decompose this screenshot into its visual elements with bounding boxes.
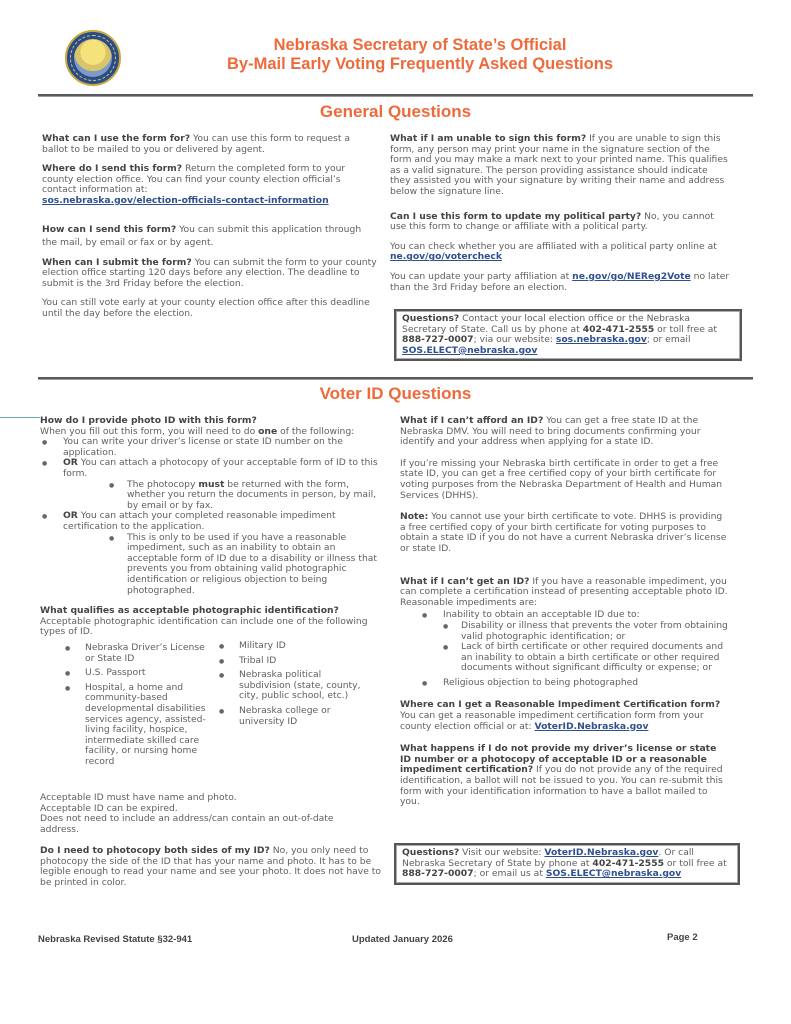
photocopy-must-return: ● The photocopy must be returned with the form, whether you return the documents in person, by mail, by email or by fax. — [109, 480, 385, 512]
nereg2vote-link[interactable]: ne.gov/go/NEReg2Vote — [572, 270, 691, 282]
faq-unable-sign: What if I am unable to sign this form? If you are unable to sign this form, any person may print your name in the signature section of the form and you may make a mark next to your printed name. This qualifies as a valid signature. The person providing assistance should indicate they assisted you with your signature by writing their name and address below the signature line. — [390, 133, 728, 197]
photo-id-options — [40, 437, 385, 596]
faq-where-send: Where do I send this form? Return the completed form to your county election office. You can find your county election official’s contact information at: sos.nebraska.gov/election-officials-contact-information — [42, 163, 346, 206]
voterid-right-column — [400, 416, 730, 817]
note-address: Does not need to include an address/can contain an out-of-date address. — [40, 813, 334, 835]
sos-email-link[interactable]: SOS.ELECT@nebraska.gov — [402, 344, 538, 356]
note-name-photo: Acceptable ID must have name and photo. — [40, 792, 237, 803]
general-right-column — [390, 134, 730, 302]
faq-where-form: Where can I get a Reasonable Impediment Certification form? You can get a reasonable impediment certification form from your county election official or at: VoterID.Nebraska.gov — [400, 699, 721, 732]
votercheck-link[interactable]: ne.gov/go/votercheck — [390, 251, 502, 263]
faq-how-send: How can I send this form? You can submit this application through the mail, by email or fax or by agent. — [42, 223, 362, 248]
faq-form-use: What can I use the form for? You can use this form to request a ballot to be mailed to you or delivered by agent. — [42, 133, 350, 155]
impediment-item: ● Religious objection to being photographed — [420, 678, 730, 689]
voterid-left-column — [40, 416, 385, 638]
seal-emblem — [74, 39, 112, 77]
option-write-license: ● You can write your driver’s license or state ID number on the application. — [40, 437, 385, 458]
acceptable-id-notes — [40, 793, 375, 835]
sos-website-link[interactable]: sos.nebraska.gov — [555, 334, 647, 346]
scan-mark — [0, 417, 40, 418]
footer-updated: Updated January 2026 — [352, 934, 453, 945]
option-attach-photocopy: ● OR You can attach a photocopy of your acceptable form of ID to this form. ● The photocopy must be returned with the form, whether you return the documents in person, by mail, by email or by fax. — [40, 458, 385, 511]
divider-top — [38, 94, 753, 97]
title-line-2: By-Mail Early Voting Frequently Asked Questions — [227, 55, 613, 73]
voterid-email-link[interactable]: SOS.ELECT@nebraska.gov — [545, 868, 682, 880]
state-seal-logo — [65, 30, 121, 86]
faq-provide-photo-id: How do I provide photo ID with this form? When you fill out this form, you will need to do one of the following: ● You can write your driver’s license or state ID number on the application. ● OR You can attach a photocopy of your acceptable form of ID to this form. ● The photocopy must be returned with the form, whether you return the documents in person, by mail, by email or by fax. ● OR You can attach your completed reasonable impediment certification to the application. ● This is only to be used if you have a reasonable impediment, such as an inability to obtain an acceptable form of ID due to a disability or illness that prevents you from obtaining valid photographic identification or religious objection to being photographed. — [40, 416, 385, 596]
note-expired: Acceptable ID can be expired. — [40, 802, 178, 814]
id-type-item: ● Nebraska political subdivision (state, county, city, public school, etc.) — [216, 670, 366, 702]
faq-afford-id: What if I can’t afford an ID? You can get a free state ID at the Nebraska DMV. You will need to bring documents confirming your identify and your address when applying for a state ID. — [400, 415, 701, 448]
voterid-questions-contact-box: Questions? Visit our website: VoterID.Nebraska.gov. Or call Nebraska Secretary of State by phone at 402-471-2555 or toll free at 888-727-0007; or email us at SOS.ELECT@nebraska.gov — [394, 843, 740, 885]
party-update-text: You can update your party affiliation at ne.gov/go/NEReg2Vote no later than the 3rd Friday before an election. — [390, 270, 730, 293]
general-questions-heading: General Questions — [319, 102, 472, 121]
impediment-subitem: ● Lack of birth certificate or other required documents and an inability to obtain a birth certificate or other required documents without significant difficulty or expense; or — [443, 642, 730, 674]
faq-update-party: Can I use this form to update my political party? No, you cannot use this form to change or affiliate with a political party. — [390, 210, 714, 233]
id-type-item: ● Tribal ID — [216, 656, 366, 667]
id-type-item: ● U.S. Passport — [62, 668, 212, 679]
party-check-text: You can check whether you are affiliated with a political party online at ne.gov/go/votercheck — [390, 240, 717, 263]
id-type-item: ● Military ID — [216, 641, 366, 652]
impediment-subitem: ● Disability or illness that prevents the voter from obtaining valid photographic identification; or — [443, 621, 730, 642]
id-type-item: ● Nebraska college or university ID — [216, 706, 366, 727]
page-title — [140, 36, 700, 74]
footer-statute: Nebraska Revised Statute §32-941 — [38, 934, 193, 945]
impediment-cert-note: ● This is only to be used if you have a reasonable impediment, such as an inability to obtain an acceptable form of ID due to a disability or illness that prevents you from obtaining valid photographic identification or religious objection to being photographed. — [109, 533, 385, 597]
id-type-item: ● Hospital, a home and community-based developmental disabilities services agency, assisted-living facility, hospice, intermediate skilled care facility, or nursing home record — [62, 683, 212, 768]
faq-what-happens: What happens if I do not provide my driver’s license or state ID number or a photocopy of acceptable ID or a reasonable impediment certification? If you do not provide any of the required identification, a ballot will not be issued to you. You can re-submit this form with your identification information to have a ballot mailed to you. — [400, 743, 723, 808]
faq-when-submit: When can I submit the form? You can submit the form to your county election office starting 120 days before any election. The deadline to submit is the 3rd Friday before the election. — [42, 256, 377, 289]
voterid-website-link[interactable]: VoterID.Nebraska.gov — [544, 847, 659, 858]
footer-page-number: Page 2 — [667, 932, 698, 943]
acceptable-id-list-right — [216, 641, 366, 731]
impediment-list — [420, 610, 730, 688]
title-line-1: Nebraska Secretary of State’s Official — [273, 36, 567, 54]
general-left-column — [42, 134, 377, 329]
faq-vote-early-note: You can still vote early at your county election office after this deadline until the day before the election. — [42, 297, 370, 319]
election-officials-link[interactable]: sos.nebraska.gov/election-officials-contact-information — [42, 194, 329, 206]
voter-id-questions-heading: Voter ID Questions — [319, 384, 472, 403]
photo-id-intro: When you fill out this form, you will need to do one of the following: — [40, 425, 355, 437]
divider-middle — [38, 377, 753, 380]
faq-cant-get-id: What if I can’t get an ID? If you have a reasonable impediment, you can complete a certification instead of presenting acceptable photo ID. Reasonable impediments are: ● Inability to obtain an acceptable ID due to: ● Disability or illness that prevents the voter from obtaining valid photographic identification; or ● Lack of birth certificate or other required documents and an inability to obtain a birth certificate or other required documents without significant difficulty or expense; or ● Religious objection to being photographed — [400, 577, 730, 689]
faq-both-sides: Do I need to photocopy both sides of my ID? No, you only need to photocopy the side of the ID that has your name and photo. It has to be legible enough to read your name and see your photo. It does not have to be printed in color. — [40, 845, 382, 888]
acceptable-id-list-left — [62, 643, 212, 772]
id-type-item: ● Nebraska Driver’s License or State ID — [62, 643, 212, 664]
birth-cert-text: If you’re missing your Nebraska birth certificate in order to get a free state ID, you can get a free certified copy of your birth certificate for voting purposes from the Nebraska Department of Health and Human Services (DHHS). — [400, 457, 723, 501]
faq-acceptable-id: What qualifies as acceptable photographic identification? Acceptable photographic identification can include one of the following types of ID. — [40, 605, 368, 638]
general-questions-contact-box: Questions? Contact your local election office or the Nebraska Secretary of State. Call us by phone at 402-471-2555 or toll free at 888-727-0007; via our website: sos.nebraska.gov; or email SOS.ELECT@nebraska.gov — [394, 309, 742, 361]
impediment-item: ● Inability to obtain an acceptable ID due to: ● Disability or illness that prevents the voter from obtaining valid photographic identification; or ● Lack of birth certificate or other required documents and an inability to obtain a birth certificate or other required documents without significant difficulty or expense; or — [420, 610, 730, 674]
voterid-link[interactable]: VoterID.Nebraska.gov — [534, 720, 649, 732]
option-impediment-cert: ● OR You can attach your completed reasonable impediment certification to the application. ● This is only to be used if you have a reasonable impediment, such as an inability to obtain an acceptable form of ID due to a disability or illness that prevents you from obtaining valid photographic identification or religious objection to being photographed. — [40, 511, 385, 596]
birth-cert-note: Note: You cannot use your birth certificate to vote. DHHS is providing a free certified copy of your birth certificate for voting purposes to obtain a state ID if you do not have a current Nebraska driver’s license or state ID. — [400, 511, 727, 554]
